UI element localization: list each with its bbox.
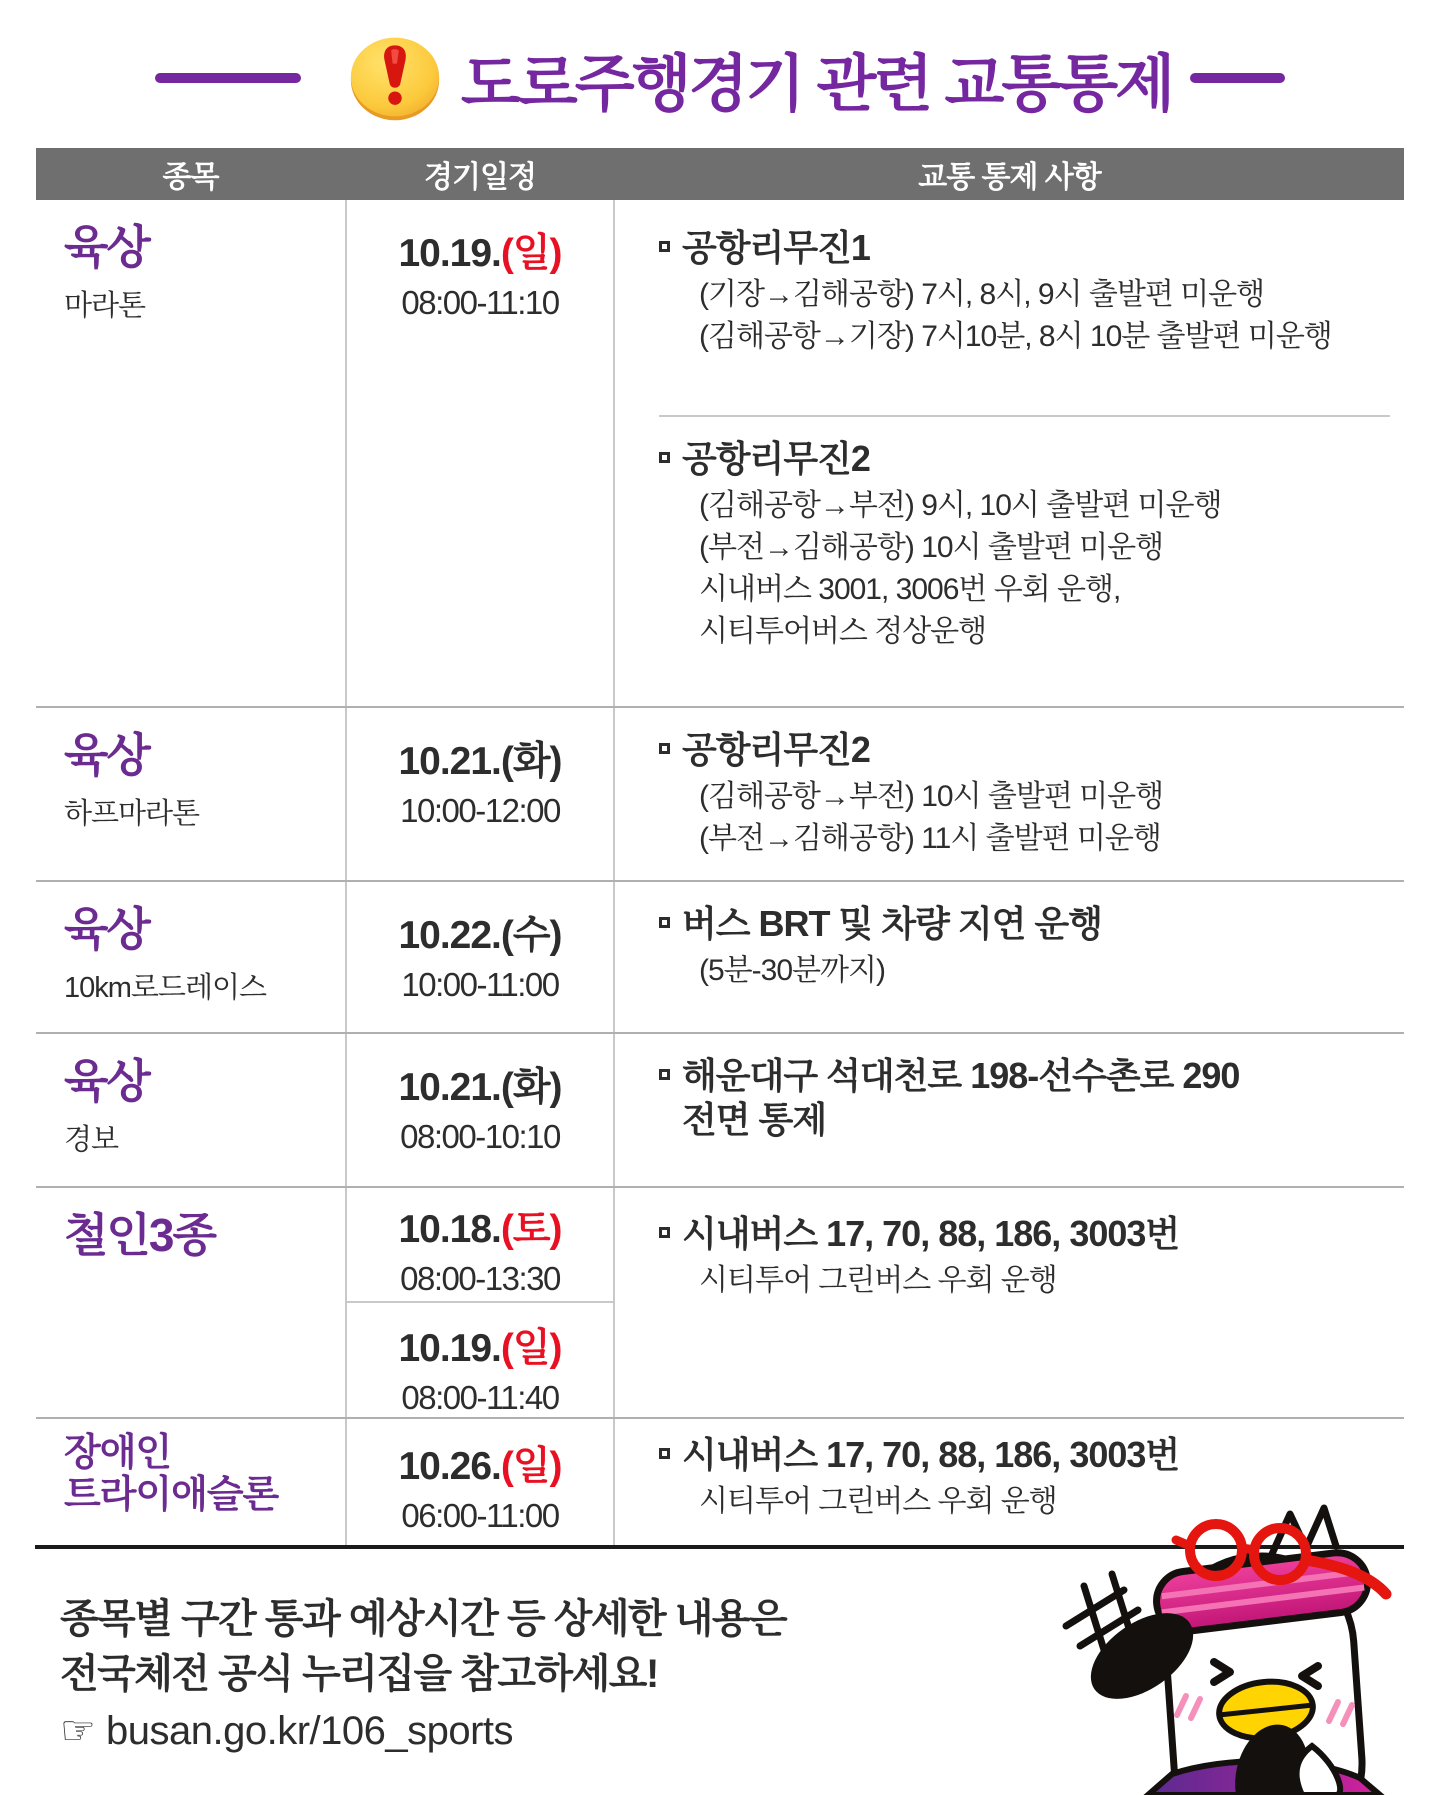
control-detail: (김해공항→기장) 7시10분, 8시 10분 출발편 미운행 <box>699 319 1332 353</box>
control-detail: 시티투어 그린버스 우회 운행 <box>699 1484 1057 1518</box>
schedule-sub-cell <box>347 1301 613 1417</box>
busan-seagull-mascot <box>1020 1498 1420 1795</box>
schedule-time: 08:00-11:10 <box>401 284 559 321</box>
event-subname: 마라톤 <box>64 289 146 322</box>
event-cell <box>36 200 345 706</box>
mascot-illustration <box>1020 1498 1420 1795</box>
table-header-row <box>36 148 1404 200</box>
event-name: 육상 <box>64 903 149 955</box>
control-block <box>659 708 1390 860</box>
schedule-time: 10:00-11:00 <box>401 966 559 1003</box>
event-name: 철인3종 <box>64 1209 215 1261</box>
control-cell <box>615 1034 1404 1186</box>
square-bullet-icon <box>659 1227 670 1238</box>
schedule-time: 08:00-13:30 <box>400 1260 560 1297</box>
schedule-date: 10.22. <box>398 914 501 957</box>
control-detail: (부전→김해공항) 11시 출발편 미운행 <box>699 821 1161 855</box>
title-bar <box>0 28 1440 128</box>
event-name: 육상 <box>64 1055 149 1107</box>
traffic-control-table <box>36 148 1404 1549</box>
schedule-cell <box>345 1188 615 1417</box>
header-cell-control: 교통 통제 사항 <box>918 161 1101 194</box>
schedule-day: (화) <box>500 740 562 783</box>
table-row <box>36 706 1404 880</box>
footer-text-line1: 종목별 구간 통과 예상시간 등 상세한 내용은 <box>60 1597 787 1641</box>
control-block <box>659 1034 1390 1142</box>
table-row <box>36 1186 1404 1417</box>
control-cell <box>615 1188 1404 1417</box>
control-heading: 버스 BRT 및 차량 지연 운행 <box>682 903 1102 944</box>
event-name-line2: 트라이애슬론 <box>64 1473 279 1516</box>
event-cell <box>36 1419 345 1549</box>
control-heading: 공항리무진2 <box>682 438 870 479</box>
control-block <box>659 200 1390 415</box>
table-row <box>36 200 1404 706</box>
event-cell <box>36 1034 345 1186</box>
schedule-cell <box>345 200 615 706</box>
square-bullet-icon <box>659 743 670 754</box>
square-bullet-icon <box>659 917 670 928</box>
schedule-day: (화) <box>500 1066 562 1109</box>
control-cell <box>615 708 1404 880</box>
event-subname: 10km로드레이스 <box>64 971 266 1004</box>
title-dash-left <box>155 73 301 83</box>
control-detail: 시내버스 3001, 3006번 우회 운행, <box>699 572 1121 606</box>
schedule-day: (일) <box>500 1327 562 1370</box>
schedule-date: 10.19. <box>398 232 501 275</box>
schedule-date: 10.21. <box>398 1066 501 1109</box>
event-name: 장애인 <box>64 1432 172 1474</box>
header-cell-schedule: 경기일정 <box>424 161 536 194</box>
control-detail: 시티투어 그린버스 우회 운행 <box>699 1263 1057 1297</box>
event-cell <box>36 882 345 1032</box>
square-bullet-icon <box>659 452 670 463</box>
schedule-date: 10.21. <box>398 740 501 783</box>
control-detail: 시티투어버스 정상운행 <box>699 614 987 648</box>
control-detail: (기장→김해공항) 7시, 8시, 9시 출발편 미운행 <box>699 277 1265 311</box>
header-cell-event: 종목 <box>162 161 219 194</box>
schedule-time: 10:00-12:00 <box>400 792 560 829</box>
schedule-date: 10.26. <box>398 1445 501 1488</box>
website-url: busan.go.kr/106_sports <box>105 1709 514 1754</box>
control-cell <box>615 200 1404 706</box>
footer-note <box>60 1592 960 1754</box>
control-block <box>659 415 1390 706</box>
control-heading: 시내버스 17, 70, 88, 186, 3003번 <box>682 1213 1180 1254</box>
square-bullet-icon <box>659 1069 670 1080</box>
event-cell <box>36 1188 345 1417</box>
event-subname: 경보 <box>64 1123 119 1156</box>
schedule-time: 08:00-11:40 <box>401 1379 559 1416</box>
schedule-cell <box>345 1419 615 1549</box>
schedule-cell <box>345 882 615 1032</box>
schedule-day: (수) <box>500 914 562 957</box>
control-block <box>659 882 1390 992</box>
control-block <box>659 1188 1390 1302</box>
square-bullet-icon <box>659 241 670 252</box>
schedule-day: (토) <box>500 1208 562 1251</box>
title-dash-right <box>1190 73 1285 83</box>
control-cell <box>615 882 1404 1032</box>
control-detail: (김해공항→부전) 10시 출발편 미운행 <box>699 779 1164 813</box>
schedule-date: 10.19. <box>398 1327 501 1370</box>
schedule-time: 08:00-10:10 <box>400 1118 560 1155</box>
control-heading: 시내버스 17, 70, 88, 186, 3003번 <box>682 1434 1180 1475</box>
square-bullet-icon <box>659 1448 670 1459</box>
event-subname: 하프마라톤 <box>64 797 200 830</box>
schedule-sub-cell <box>347 1188 613 1301</box>
control-heading: 공항리무진2 <box>682 729 870 770</box>
control-detail: (김해공항→부전) 9시, 10시 출발편 미운행 <box>699 488 1222 522</box>
schedule-day: (일) <box>500 232 562 275</box>
control-heading: 공항리무진1 <box>682 227 870 268</box>
event-cell <box>36 708 345 880</box>
event-name: 육상 <box>64 729 149 781</box>
control-heading: 전면 통제 <box>682 1098 827 1140</box>
event-name: 육상 <box>64 221 149 273</box>
control-detail: (5분-30분까지) <box>699 953 885 987</box>
control-detail: (부전→김해공항) 10시 출발편 미운행 <box>699 530 1164 564</box>
footer-text-line2: 전국체전 공식 누리집을 참고하세요! <box>60 1652 658 1697</box>
schedule-day: (일) <box>500 1445 562 1488</box>
schedule-time: 06:00-11:00 <box>401 1497 559 1534</box>
page-title: 도로주행경기 관련 교통통제 <box>460 49 1173 119</box>
schedule-date: 10.18. <box>398 1208 501 1251</box>
pointing-hand-icon: ☞ <box>60 1709 96 1754</box>
schedule-cell <box>345 708 615 880</box>
table-row <box>36 880 1404 1032</box>
table-row <box>36 1032 1404 1186</box>
warning-exclamation-icon <box>347 34 443 122</box>
control-heading: 해운대구 석대천로 198-선수촌로 290 <box>682 1055 1240 1096</box>
schedule-cell <box>345 1034 615 1186</box>
